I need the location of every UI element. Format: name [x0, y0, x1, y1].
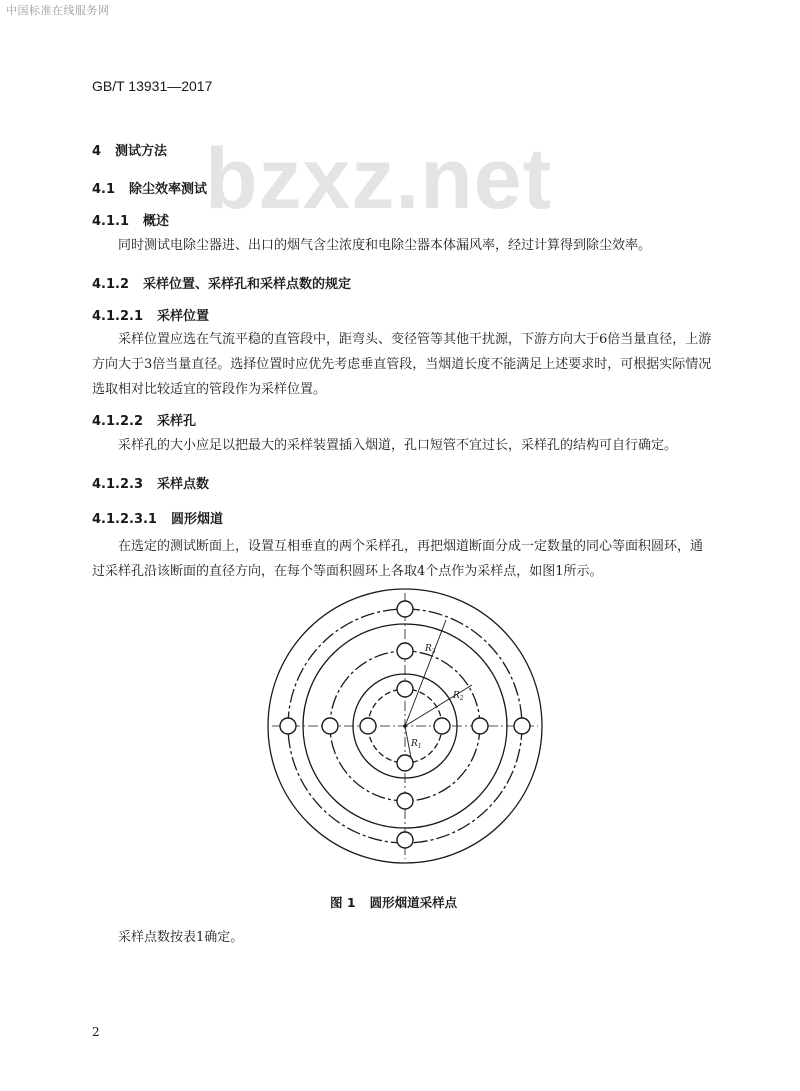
- section-title: 采样位置、采样孔和采样点数的规定: [143, 277, 352, 292]
- paragraph-4-1-1: 同时测试电除尘器进、出口的烟气含尘浓度和电除尘器本体漏风率，经过计算得到除尘效率。: [118, 238, 652, 253]
- section-number: 4.1.2.3.1: [92, 512, 157, 527]
- paragraph-after-figure: 采样点数按表1确定。: [118, 930, 244, 945]
- sampling-point: [360, 718, 376, 734]
- sampling-point: [514, 718, 530, 734]
- figure-number: 图 1: [330, 895, 356, 910]
- figure-caption: [330, 893, 457, 911]
- section-number: 4.1.2.1: [92, 309, 143, 324]
- section-title: 除尘效率测试: [129, 182, 208, 197]
- sampling-point: [397, 643, 413, 659]
- paragraph-4-1-2-3-1: 在选定的测试断面上，设置互相垂直的两个采样孔，再把烟道断面分成一定数量的同心等面积圆环，通过采样孔沿该断面的直径方向，在每个等面积圆环上各取4个点作为采样点，如图1所示。: [92, 539, 704, 579]
- sampling-point: [397, 681, 413, 697]
- header-mark: 中国标准在线服务网: [6, 4, 110, 17]
- center-point: [403, 724, 407, 728]
- section-title: 圆形烟道: [170, 512, 223, 527]
- section-title: 测试方法: [115, 144, 168, 159]
- sampling-point: [397, 601, 413, 617]
- section-title: 采样孔: [157, 414, 197, 429]
- sampling-point: [280, 718, 296, 734]
- section-title: 采样点数: [157, 477, 210, 492]
- section-number: 4.1: [92, 182, 116, 197]
- sampling-point: [472, 718, 488, 734]
- sampling-point: [322, 718, 338, 734]
- label-r2: $R_2$: [453, 691, 464, 702]
- section-number: 4.1.2.2: [92, 414, 143, 429]
- section-4-1-2-2-heading: [92, 410, 196, 429]
- figure-circular-flue: [260, 585, 550, 875]
- section-number: 4: [92, 144, 102, 159]
- section-4-heading: [92, 140, 167, 159]
- section-title: 采样位置: [157, 309, 210, 324]
- section-4-1-2-1-heading: [92, 305, 209, 324]
- section-4-1-2-heading: [92, 273, 351, 292]
- standard-code: GB/T 13931—2017: [92, 78, 213, 94]
- paragraph-4-1-2-1: 采样位置应选在气流平稳的直管段中，距弯头、变径管等其他干扰源，下游方向大于6倍当量直径，上游方向大于3倍当量直径。选择位置时应优先考虑垂直管段，当烟道长度不能满足上述要求时，可根据实际情况选取相对比较适宜的管段作为采样位置。: [92, 332, 712, 397]
- figure-title: 圆形烟道采样点: [369, 895, 458, 910]
- sampling-point: [397, 832, 413, 848]
- label-r3: $R_3$: [425, 644, 436, 655]
- sampling-point: [397, 755, 413, 771]
- sampling-point: [434, 718, 450, 734]
- section-4-1-heading: [92, 178, 207, 197]
- section-title: 概述: [143, 214, 170, 229]
- section-number: 4.1.2: [92, 277, 130, 292]
- section-4-1-2-3-1-heading: [92, 508, 223, 527]
- section-number: 4.1.1: [92, 214, 130, 229]
- paragraph-4-1-2-2: 采样孔的大小应足以把最大的采样装置插入烟道，孔口短管不宜过长，采样孔的结构可自行确定。: [118, 438, 678, 453]
- sampling-point: [397, 793, 413, 809]
- section-4-1-2-3-heading: [92, 473, 209, 492]
- label-r1: $R_1$: [411, 739, 422, 750]
- radius-r3-line: [405, 620, 446, 726]
- section-4-1-1-heading: [92, 210, 169, 229]
- watermark: bzxz.net: [205, 131, 553, 227]
- section-number: 4.1.2.3: [92, 477, 143, 492]
- page-number: 2: [92, 1025, 100, 1039]
